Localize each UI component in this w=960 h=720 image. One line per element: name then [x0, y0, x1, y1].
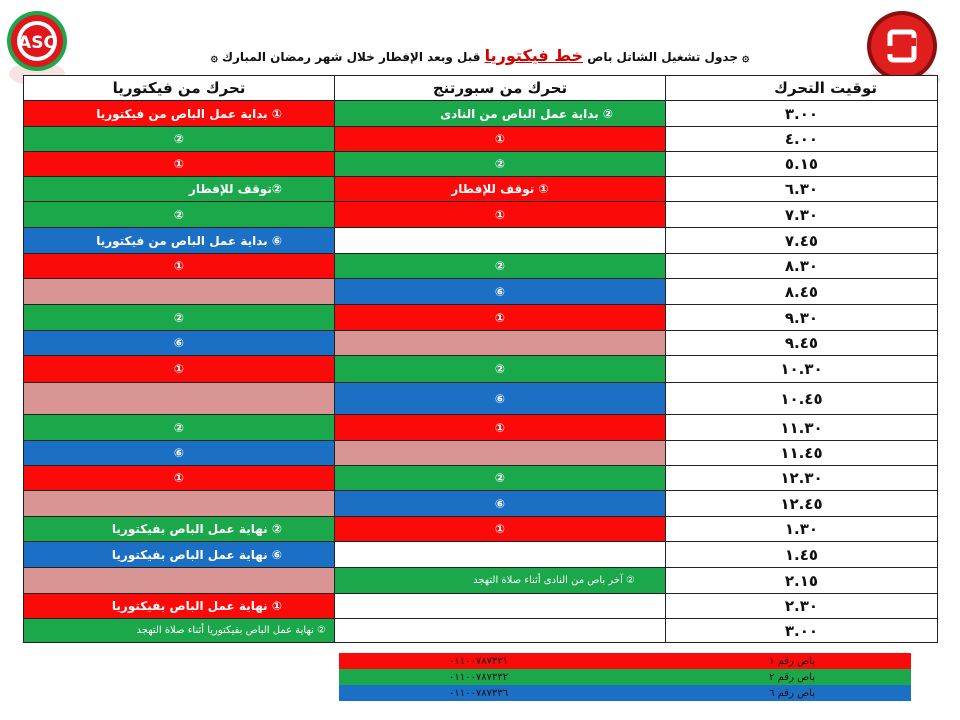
- schedule-title: [80, 46, 880, 68]
- sporting-cell: ① توقف للإفطار: [335, 177, 666, 202]
- time-cell: ١.٣٠: [666, 517, 938, 542]
- time-cell: ٦.٣٠: [666, 177, 938, 202]
- victoria-cell: ①: [24, 466, 335, 491]
- time-cell: ٧.٣٠: [666, 202, 938, 228]
- victoria-cell: ⑥: [24, 331, 335, 356]
- victoria-cell: ①: [24, 152, 335, 177]
- legend-phone: ٠١١٠٠٧٨٧٣٣٦: [449, 687, 509, 699]
- victoria-cell: ② نهاية عمل الباص بفيكتوريا أثناء صلاة التهجد: [24, 619, 335, 643]
- table-row: [24, 152, 938, 177]
- table-row: [24, 254, 938, 279]
- legend-bus-label: باص رقم ٢: [769, 671, 815, 683]
- legend-row: [339, 653, 911, 669]
- victoria-cell: ① بداية عمل الباص من فيكتوريا: [24, 101, 335, 127]
- table-row: [24, 228, 938, 254]
- bus-legend: [339, 653, 911, 701]
- sporting-cell: ①: [335, 305, 666, 331]
- victoria-cell: ⑥: [24, 441, 335, 466]
- victoria-cell: [24, 491, 335, 517]
- table-row: [24, 491, 938, 517]
- legend-phone: ٠١١٠٠٧٨٧٣٣٢: [449, 671, 509, 683]
- sporting-cell: ①: [335, 202, 666, 228]
- table-row: [24, 466, 938, 491]
- table-row: [24, 305, 938, 331]
- victoria-cell: ②: [24, 127, 335, 152]
- time-cell: ١٠.٤٥: [666, 383, 938, 415]
- victoria-cell: [24, 568, 335, 594]
- sporting-cell: [335, 542, 666, 568]
- time-cell: ١٢.٣٠: [666, 466, 938, 491]
- table-row: [24, 202, 938, 228]
- table-row: [24, 415, 938, 441]
- time-cell: ١.٤٥: [666, 542, 938, 568]
- sporting-cell: ②: [335, 466, 666, 491]
- time-cell: ٨.٤٥: [666, 279, 938, 305]
- time-cell: ٨.٣٠: [666, 254, 938, 279]
- victoria-cell: ①: [24, 254, 335, 279]
- sporting-cell: [335, 228, 666, 254]
- table-row: [24, 542, 938, 568]
- header-victoria: تحرك من فيكتوريا: [24, 76, 335, 101]
- table-row: [24, 619, 938, 643]
- victoria-cell: ⑥ بداية عمل الباص من فيكتوريا: [24, 228, 335, 254]
- table-row: [24, 356, 938, 383]
- victoria-cell: ①: [24, 356, 335, 383]
- title-highlight: خط فيكتوريا: [484, 46, 583, 65]
- sporting-cell: ②: [335, 152, 666, 177]
- legend-phone: ٠١١٠٠٧٨٧٣٣١: [449, 655, 509, 667]
- table-row: [24, 568, 938, 594]
- asc-logo-text: ASC: [18, 33, 56, 53]
- time-cell: ٣.٠٠: [666, 101, 938, 127]
- time-cell: ٧.٤٥: [666, 228, 938, 254]
- table-row: [24, 331, 938, 356]
- legend-bus-label: باص رقم ١: [769, 655, 815, 667]
- table-row: [24, 127, 938, 152]
- table-header-row: [24, 76, 938, 101]
- legend-row: [339, 685, 911, 701]
- victoria-cell: ②: [24, 415, 335, 441]
- table-row: [24, 101, 938, 127]
- victoria-cell: [24, 383, 335, 415]
- table-row: [24, 383, 938, 415]
- legend-bus-label: باص رقم ٦: [769, 687, 815, 699]
- time-cell: ٤.٠٠: [666, 127, 938, 152]
- victoria-cell: ②توقف للإفطار: [24, 177, 335, 202]
- sporting-cell: ①: [335, 517, 666, 542]
- time-cell: ١٠.٣٠: [666, 356, 938, 383]
- victoria-cell: ②: [24, 305, 335, 331]
- header-time: توقيت التحرك: [666, 76, 938, 101]
- victoria-cell: ⑥ نهاية عمل الباص بفيكتوريا: [24, 542, 335, 568]
- time-cell: ٥.١٥: [666, 152, 938, 177]
- victoria-cell: ② نهاية عمل الباص بفيكتوريا: [24, 517, 335, 542]
- sporting-cell: [335, 594, 666, 619]
- sporting-cell: [335, 441, 666, 466]
- time-cell: ١١.٣٠: [666, 415, 938, 441]
- time-cell: ٩.٤٥: [666, 331, 938, 356]
- sporting-cell: ⑥: [335, 279, 666, 305]
- time-cell: ٢.٣٠: [666, 594, 938, 619]
- table-row: [24, 594, 938, 619]
- sporting-cell: ② آخر باص من النادى أثناء صلاة التهجد: [335, 568, 666, 594]
- sporting-cell: ⑥: [335, 491, 666, 517]
- legend-row: [339, 669, 911, 685]
- time-cell: ٩.٣٠: [666, 305, 938, 331]
- sporting-cell: ⑥: [335, 383, 666, 415]
- table-row: [24, 279, 938, 305]
- sporting-cell: [335, 619, 666, 643]
- time-cell: ١١.٤٥: [666, 441, 938, 466]
- sporting-cell: ①: [335, 415, 666, 441]
- time-cell: ٣.٠٠: [666, 619, 938, 643]
- header-sporting: تحرك من سبورتنج: [335, 76, 666, 101]
- table-row: [24, 441, 938, 466]
- sporting-cell: ② بداية عمل الباص من النادى: [335, 101, 666, 127]
- time-cell: ٢.١٥: [666, 568, 938, 594]
- schedule-table: [23, 75, 938, 643]
- sporting-cell: ②: [335, 356, 666, 383]
- victoria-cell: ① نهاية عمل الباص بفيكتوريا: [24, 594, 335, 619]
- title-prefix: ۞ جدول تشغيل الشاتل باص: [587, 50, 750, 64]
- table-row: [24, 177, 938, 202]
- sporting-cell: ①: [335, 127, 666, 152]
- sporting-cell: ②: [335, 254, 666, 279]
- victoria-cell: ②: [24, 202, 335, 228]
- title-suffix: قبل وبعد الإفطار خلال شهر رمضان المبارك ۞: [210, 50, 481, 64]
- sporting-cell: [335, 331, 666, 356]
- table-row: [24, 517, 938, 542]
- victoria-cell: [24, 279, 335, 305]
- time-cell: ١٢.٤٥: [666, 491, 938, 517]
